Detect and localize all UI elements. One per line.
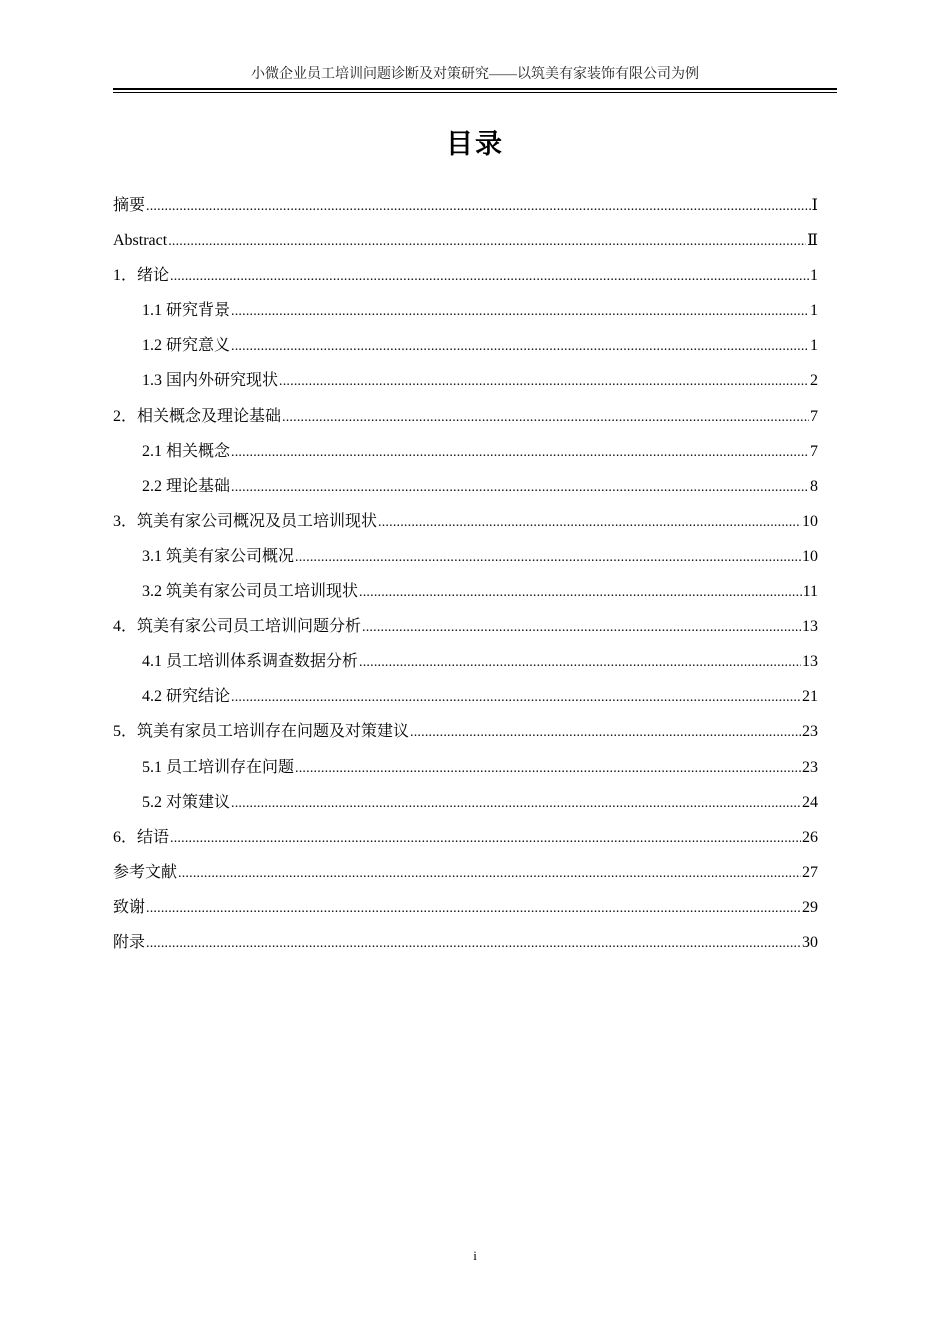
toc-leader-dots [231, 294, 809, 329]
toc-leader-dots [362, 610, 801, 645]
header-rule-thick [113, 88, 837, 90]
toc-entry-label: 3．筑美有家公司概况及员工培训现状 [113, 512, 378, 530]
toc-entry-chapter-3[interactable] [113, 504, 818, 539]
toc-entry-page: 29 [802, 898, 818, 916]
toc-entry-label: 6．结语 [113, 828, 170, 846]
toc-entry-label: 4．筑美有家公司员工培训问题分析 [113, 618, 362, 636]
toc-entry-page: 10 [802, 512, 818, 530]
toc-entry-section-1-2[interactable] [113, 328, 818, 363]
toc-entry-label: 1.3 国内外研究现状 [142, 372, 279, 390]
toc-entry-section-1-3[interactable] [113, 363, 818, 398]
toc-leader-dots [359, 645, 801, 680]
toc-entry-chapter-2[interactable] [113, 399, 818, 434]
toc-entry-chapter-5[interactable] [113, 714, 818, 749]
page-number: i [473, 1248, 477, 1263]
toc-entry-label: 5．筑美有家员工培训存在问题及对策建议 [113, 723, 410, 741]
toc-entry-section-1-1[interactable] [113, 293, 818, 328]
toc-leader-dots [378, 505, 801, 540]
toc-leader-dots [295, 751, 801, 786]
toc-title: 目录 [446, 129, 504, 160]
toc-entry-section-5-1[interactable] [113, 750, 818, 785]
toc-entry-label: 2．相关概念及理论基础 [113, 407, 282, 425]
toc-leader-dots [170, 259, 809, 294]
toc-entry-page: 1 [810, 337, 818, 355]
toc-entry-section-5-2[interactable] [113, 785, 818, 820]
toc-leader-dots [231, 680, 801, 715]
toc-leader-dots [146, 891, 801, 926]
toc-entry-page: 11 [802, 583, 818, 601]
toc-entry-page: 21 [802, 688, 818, 706]
toc-entry-label: 5.2 对策建议 [142, 793, 231, 811]
toc-entry-appendix[interactable] [113, 925, 818, 960]
toc-entry-section-3-2[interactable] [113, 574, 818, 609]
toc-leader-dots [231, 329, 809, 364]
toc-entry-label: 3.1 筑美有家公司概况 [142, 547, 295, 565]
toc-entry-page: 7 [810, 442, 818, 460]
toc-entry-label: 4.1 员工培训体系调查数据分析 [142, 653, 359, 671]
running-header: 小微企业员工培训问题诊断及对策研究——以筑美有家装饰有限公司为例 [251, 67, 699, 82]
toc-entry-section-4-1[interactable] [113, 644, 818, 679]
toc-entry-page: 2 [810, 372, 818, 390]
toc-leader-dots [359, 575, 802, 610]
toc-leader-dots [295, 540, 801, 575]
toc-entry-label: 4.2 研究结论 [142, 688, 231, 706]
toc-entry-chapter-1[interactable] [113, 258, 818, 293]
toc-leader-dots [279, 364, 809, 399]
toc-entry-page: 23 [802, 758, 818, 776]
toc-leader-dots [168, 224, 806, 259]
toc-entry-page: 26 [802, 828, 818, 846]
toc-leader-dots [231, 435, 809, 470]
toc-entry-label: 摘要 [113, 197, 146, 214]
toc-entry-page: 24 [802, 793, 818, 811]
toc-leader-dots [231, 470, 809, 505]
toc-entry-page: 27 [802, 863, 818, 881]
toc-entry-page: 8 [810, 477, 818, 495]
toc-entry-page: Ⅰ [811, 197, 818, 214]
toc-entry-page: Ⅱ [807, 232, 818, 250]
toc-entry-page: 1 [810, 267, 818, 285]
toc-leader-dots [170, 821, 801, 856]
toc-entry-section-3-1[interactable] [113, 539, 818, 574]
toc-entry-section-4-2[interactable] [113, 679, 818, 714]
toc-leader-dots [231, 786, 801, 821]
toc-leader-dots [410, 715, 801, 750]
toc-entry-label: 3.2 筑美有家公司员工培训现状 [142, 583, 359, 601]
toc-leader-dots [146, 926, 801, 961]
toc-entry-section-2-1[interactable] [113, 434, 818, 469]
toc-entry-page: 7 [810, 407, 818, 425]
header-rule-thin [113, 92, 837, 93]
toc-entry-label: 1.1 研究背景 [142, 302, 231, 320]
toc-entry-abstract-zh[interactable] [113, 188, 818, 223]
toc-leader-dots [146, 189, 811, 224]
toc-leader-dots [282, 400, 809, 435]
toc-entry-page: 13 [802, 653, 818, 671]
toc-entry-page: 23 [802, 723, 818, 741]
toc-entry-label: 1.2 研究意义 [142, 337, 231, 355]
toc-entry-label: Abstract [113, 232, 168, 250]
toc-entry-acknowledgements[interactable] [113, 890, 818, 925]
toc-entry-label: 2.1 相关概念 [142, 442, 231, 460]
toc-entry-page: 10 [802, 547, 818, 565]
toc-entry-page: 1 [810, 302, 818, 320]
toc-entry-chapter-6[interactable] [113, 820, 818, 855]
toc-entry-label: 附录 [113, 933, 146, 951]
toc-entry-references[interactable] [113, 855, 818, 890]
toc-entry-chapter-4[interactable] [113, 609, 818, 644]
toc-entry-label: 致谢 [113, 898, 146, 916]
toc-entry-page: 30 [802, 933, 818, 951]
toc-list [113, 188, 818, 960]
toc-entry-label: 参考文献 [113, 863, 178, 881]
toc-entry-label: 1．绪论 [113, 267, 170, 285]
toc-entry-label: 2.2 理论基础 [142, 477, 231, 495]
toc-entry-section-2-2[interactable] [113, 469, 818, 504]
toc-entry-page: 13 [802, 618, 818, 636]
toc-entry-label: 5.1 员工培训存在问题 [142, 758, 295, 776]
toc-entry-abstract-en[interactable] [113, 223, 818, 258]
toc-leader-dots [178, 856, 801, 891]
